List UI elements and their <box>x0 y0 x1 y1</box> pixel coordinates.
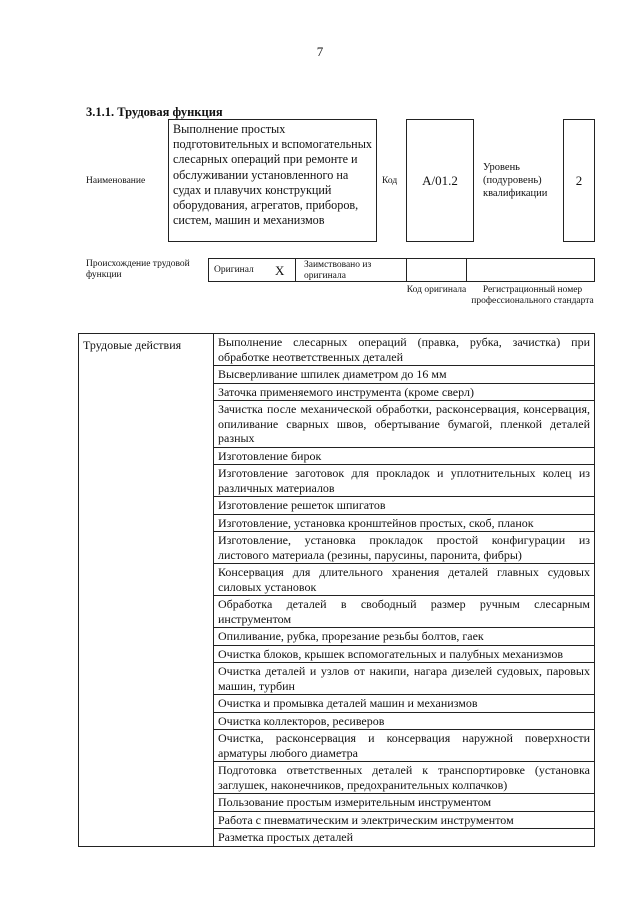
labor-action-item: Выполнение слесарных операций (правка, рубка, зачистка) при обработке неответственных деталей <box>214 334 595 366</box>
code-original-cell <box>406 258 467 282</box>
code-label: Код <box>382 176 398 186</box>
labor-action-item: Изготовление, установка кронштейнов простых, скоб, планок <box>214 514 595 532</box>
origin-label: Происхождение трудовой функции <box>86 259 190 280</box>
labor-action-item: Очистка деталей и узлов от накипи, нагара дизелей судовых, паровых машин, турбин <box>214 663 595 695</box>
labor-action-item: Изготовление, установка прокладок простой конфигурации из листового материала (резины, парусины, паронита, фибры) <box>214 532 595 564</box>
labor-action-item: Разметка простых деталей <box>214 829 595 847</box>
borrowed-label: Заимствовано из оригинала <box>304 260 372 281</box>
original-mark: X <box>275 263 285 278</box>
function-code-box <box>406 119 474 242</box>
page-number: 7 <box>316 44 324 59</box>
labor-action-item: Опиливание, рубка, прорезание резьбы болтов, гаек <box>214 628 595 646</box>
reg-number-cell <box>466 258 595 282</box>
labor-action-item: Зачистка после механической обработки, расконсервация, консервация, опиливание сварных швов, обертывание бумагой, пленкой деталей разных <box>214 401 595 448</box>
labor-action-item: Обработка деталей в свободный размер ручным слесарным инструментом <box>214 596 595 628</box>
level-box <box>563 119 595 242</box>
labor-action-item: Изготовление решеток шпигатов <box>214 497 595 515</box>
function-code-value: А/01.2 <box>422 172 458 188</box>
labor-actions-header: Трудовые действия <box>79 334 214 847</box>
labor-action-item: Очистка коллекторов, ресиверов <box>214 712 595 730</box>
original-label: Оригинал <box>214 265 254 275</box>
labor-action-item: Консервация для длительного хранения деталей главных судовых силовых установок <box>214 564 595 596</box>
reg-number-caption: Регистрационный номер профессионального стандарта <box>471 285 594 306</box>
labor-action-item: Пользование простым измерительным инструментом <box>214 794 595 812</box>
labor-action-item: Очистка и промывка деталей машин и механизмов <box>214 695 595 713</box>
name-label: Наименование <box>86 176 146 186</box>
code-original-caption: Код оригинала <box>406 285 467 295</box>
labor-actions-table <box>78 333 595 847</box>
labor-action-item: Работа с пневматическим и электрическим инструментом <box>214 811 595 829</box>
section-title: 3.1.1. Трудовая функция <box>86 105 223 119</box>
labor-action-item: Изготовление заготовок для прокладок и уплотнительных колец из различных материалов <box>214 465 595 497</box>
function-name-box <box>168 119 377 242</box>
table-row <box>79 334 595 366</box>
level-value: 2 <box>575 172 583 188</box>
labor-action-item: Подготовка ответственных деталей к транспортировке (установка заглушек, наконечников, предохранительных колпачков) <box>214 762 595 794</box>
borrowed-cell <box>295 258 407 282</box>
labor-action-item: Заточка применяемого инструмента (кроме сверл) <box>214 383 595 401</box>
original-cell <box>208 258 296 282</box>
function-name-text: Выполнение простых подготовительных и вспомогательных слесарных операций при ремонте и обслуживании установленного на судах и плавучих конструкций оборудования, агрегатов, приборов, систем, машин и механизмов <box>173 122 372 228</box>
labor-action-item: Очистка, расконсервация и консервация наружной поверхности арматуры любого диаметра <box>214 730 595 762</box>
level-label: Уровень (подуровень) квалификации <box>483 162 548 199</box>
labor-action-item: Очистка блоков, крышек вспомогательных и палубных механизмов <box>214 645 595 663</box>
labor-action-item: Изготовление бирок <box>214 447 595 465</box>
labor-action-item: Высверливание шпилек диаметром до 16 мм <box>214 366 595 384</box>
